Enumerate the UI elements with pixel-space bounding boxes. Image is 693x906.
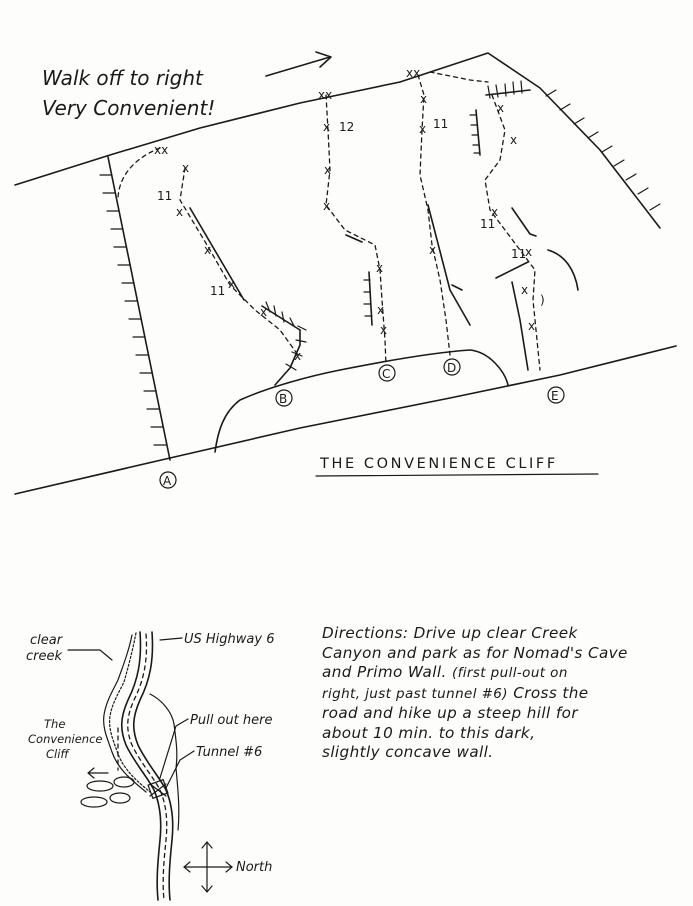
route-d-bolt: x — [429, 243, 437, 257]
route-d-anchor: xx — [406, 66, 421, 80]
highway-pointer — [160, 638, 182, 640]
directions-text — [322, 624, 667, 763]
tunnel-pointer — [166, 751, 194, 788]
route-e-bolt: x — [491, 205, 499, 219]
route-c-bolt: x — [380, 323, 388, 337]
cliff-map-label: Convenience — [28, 732, 103, 746]
route-b-grade: 11 — [157, 189, 173, 203]
directions-line: Canyon and park as for Nomad's Cave — [322, 643, 628, 662]
route-e-grade: 11 — [511, 247, 527, 261]
convenient-note: Very Convenient! — [42, 96, 216, 120]
cliff-arrow-icon — [88, 768, 108, 778]
walk-off-note: Walk off to right — [42, 66, 203, 90]
approach-map — [26, 632, 274, 900]
tunnel-label: Tunnel #6 — [196, 745, 263, 760]
route-d-bolt: x — [420, 92, 428, 106]
cliff-map-label: Cliff — [46, 747, 69, 761]
creek-label: creek — [26, 649, 63, 664]
route-c-bolt: x — [377, 303, 385, 317]
route-a-label: A — [163, 474, 172, 488]
right-edge-hatch — [546, 90, 660, 210]
route-d-label: D — [447, 361, 457, 375]
route-c-bolt: x — [324, 163, 332, 177]
route-b-grade: 11 — [210, 284, 226, 298]
route-d-bolt: x — [419, 122, 427, 136]
route-c — [318, 88, 395, 381]
directions-line: right, just past tunnel #6) Cross the — [322, 683, 589, 702]
route-e-label: E — [551, 389, 559, 403]
route-c-anchor: xx — [318, 88, 333, 102]
north-label: North — [236, 860, 273, 875]
route-e-bolt: x — [510, 133, 518, 147]
route-b-bolt: x — [176, 205, 184, 219]
highway-left-edge — [122, 632, 161, 900]
highway-centerline — [128, 634, 167, 900]
route-b-label: B — [279, 392, 288, 406]
route-c-label: C — [382, 367, 391, 381]
cliff-title: THE CONVENIENCE CLIFF — [320, 456, 558, 472]
cliff-marker — [110, 793, 130, 803]
route-a-anchor: xx — [154, 143, 169, 157]
cliff-marker — [114, 777, 134, 787]
walk-off-arrow-icon — [266, 52, 331, 76]
route-c-bolt: x — [323, 120, 331, 134]
highway-right-edge — [134, 632, 173, 900]
directions-line: slightly concave wall. — [322, 743, 494, 761]
highway-label: US Highway 6 — [184, 632, 275, 647]
route-b-bolt: x — [204, 243, 212, 257]
creek-pointer — [68, 650, 112, 660]
route-c-grade: 12 — [339, 120, 355, 134]
route-e-bolt: x — [497, 101, 505, 115]
directions-line: about 10 min. to this dark, — [322, 723, 536, 742]
route-c-bolt: x — [376, 261, 384, 275]
route-e-grade: 11 — [480, 217, 496, 231]
cliff-map-label: The — [44, 717, 66, 731]
title-underline — [316, 474, 598, 476]
route-d-grade: 11 — [433, 117, 449, 131]
route-b-bolt: x — [182, 161, 190, 175]
route-e-bolt: x — [521, 283, 529, 297]
route-b-bolt: x — [228, 277, 236, 291]
route-e — [480, 95, 578, 403]
cliff-marker — [87, 781, 113, 791]
directions-line: and Primo Wall. (first pull-out on — [322, 663, 568, 681]
compass-icon — [184, 842, 232, 892]
route-b-bolt: x — [294, 349, 302, 363]
route-c-bolt: x — [323, 199, 331, 213]
route-e-bolt: x — [528, 319, 536, 333]
route-b — [157, 161, 306, 406]
directions-line: Directions: Drive up clear Creek — [322, 624, 578, 642]
cliff-marker — [81, 797, 107, 807]
route-e-mark: ) — [540, 293, 545, 307]
directions-line: road and hike up a steep hill for — [322, 704, 578, 722]
route-e-bolt: x — [525, 245, 533, 259]
creek-label: clear — [30, 633, 63, 648]
pullout-label: Pull out here — [190, 713, 273, 728]
route-b-bolt: x — [260, 305, 268, 319]
